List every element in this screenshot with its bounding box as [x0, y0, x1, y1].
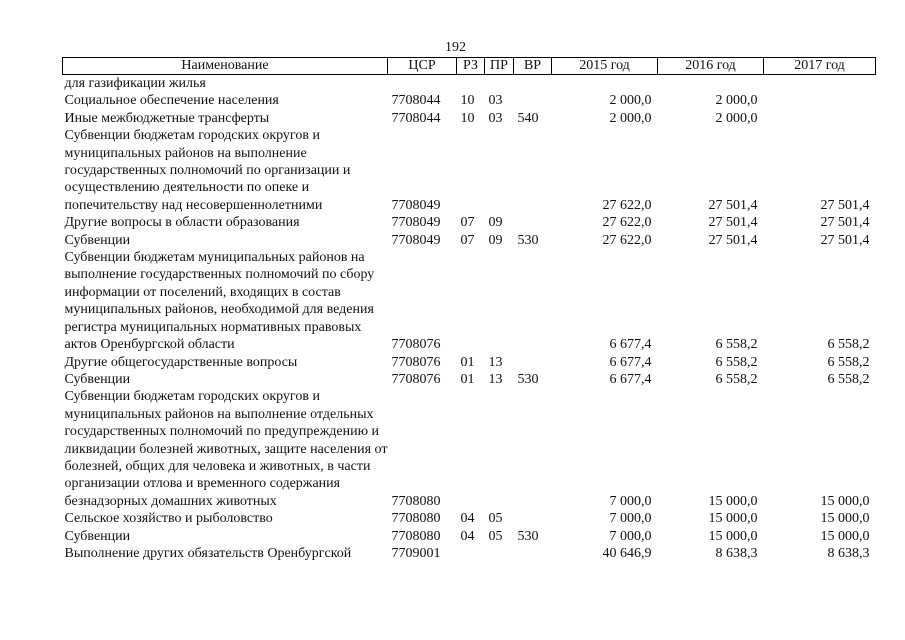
cell-y2015 — [552, 75, 658, 93]
cell-y2015: 7 000,0 — [609, 528, 652, 544]
cell-pr: 05 — [488, 528, 503, 544]
cell-name: Субвенции бюджетам городских округов и муниципальных районов на выполнение государственных полномочий по организации и осуществлению деятельности по опеке и попечительству над несовершеннолетними — [64, 128, 351, 213]
cell-rz — [457, 127, 485, 214]
cell-name: Социальное обеспечение населения — [64, 93, 279, 109]
cell-y2017: 6 558,2 — [827, 371, 870, 387]
table-row — [63, 545, 876, 562]
cell-vr — [514, 354, 552, 371]
cell-csr: 7708049 — [391, 232, 441, 248]
table-row — [63, 510, 876, 527]
cell-csr: 7708044 — [391, 93, 441, 109]
cell-pr — [485, 545, 514, 562]
cell-y2017: 15 000,0 — [820, 528, 870, 544]
cell-rz: 04 — [460, 511, 475, 527]
cell-name: Выполнение других обязательств Оренбургской — [64, 545, 352, 561]
page-number: 192 — [445, 40, 466, 55]
cell-y2017: 27 501,4 — [820, 215, 870, 231]
cell-rz — [457, 545, 485, 562]
cell-csr: 7708044 — [391, 110, 441, 126]
cell-y2015: 2 000,0 — [609, 110, 652, 126]
table-row — [63, 110, 876, 127]
cell-y2015: 6 677,4 — [609, 354, 652, 370]
cell-y2016: 27 501,4 — [708, 232, 758, 248]
cell-name: Иные межбюджетные трансферты — [64, 110, 270, 126]
cell-name: Другие вопросы в области образования — [64, 215, 300, 231]
cell-vr — [514, 92, 552, 109]
cell-y2015: 6 677,4 — [609, 371, 652, 387]
table-row — [63, 75, 876, 93]
cell-pr: 03 — [488, 110, 503, 126]
cell-name: для газификации жилья — [64, 76, 206, 91]
cell-vr: 530 — [517, 371, 539, 387]
cell-name: Сельское хозяйство и рыболовство — [64, 511, 273, 527]
cell-y2017 — [764, 92, 876, 109]
header-pr: ПР — [485, 58, 514, 75]
cell-pr: 03 — [488, 93, 503, 109]
cell-y2016: 15 000,0 — [708, 528, 758, 544]
table-row — [63, 371, 876, 388]
cell-y2017 — [764, 110, 876, 127]
table-row — [63, 127, 876, 214]
cell-pr: 09 — [488, 215, 503, 231]
cell-csr: 7708076 — [391, 371, 441, 387]
cell-vr — [514, 249, 552, 353]
table-row — [63, 92, 876, 109]
cell-y2017: 15 000,0 — [820, 511, 870, 527]
cell-csr: 7708076 — [391, 354, 441, 370]
cell-y2016: 15 000,0 — [708, 493, 758, 509]
cell-y2016: 6 558,2 — [715, 371, 758, 387]
cell-vr — [514, 510, 552, 527]
cell-rz: 01 — [460, 371, 475, 387]
cell-pr: 13 — [488, 371, 503, 387]
header-2017: 2017 год — [764, 58, 876, 75]
cell-name: Другие общегосударственные вопросы — [64, 354, 298, 370]
cell-y2016: 6 558,2 — [715, 354, 758, 370]
header-name: Наименование — [63, 58, 388, 75]
cell-name: Субвенции — [64, 528, 131, 544]
table-row — [63, 528, 876, 545]
cell-y2015: 40 646,9 — [602, 545, 652, 561]
cell-y2017: 6 558,2 — [827, 337, 870, 353]
table-row — [63, 214, 876, 231]
cell-rz: 10 — [460, 93, 475, 109]
cell-y2017 — [764, 75, 876, 93]
cell-vr: 530 — [517, 232, 539, 248]
cell-rz: 07 — [460, 215, 475, 231]
cell-rz: 04 — [460, 528, 475, 544]
cell-name: Субвенции — [64, 232, 131, 248]
cell-name: Субвенции бюджетам муниципальных районов на выполнение государственных полномочий по сбору информации от поселений, входящих в состав муниципальных районов, необходимой для ведения регистра муниципальных нормативных правовых актов Оренбургской области — [64, 250, 375, 353]
cell-rz: 01 — [460, 354, 475, 370]
cell-vr — [514, 75, 552, 93]
cell-y2015: 27 622,0 — [602, 215, 652, 231]
cell-csr: 7708076 — [391, 337, 441, 353]
cell-csr: 7708049 — [391, 215, 441, 231]
cell-rz — [457, 249, 485, 353]
cell-rz — [457, 75, 485, 93]
cell-pr: 13 — [488, 354, 503, 370]
cell-y2015: 27 622,0 — [602, 197, 652, 213]
cell-pr — [485, 127, 514, 214]
cell-vr: 540 — [517, 110, 539, 126]
cell-y2015: 2 000,0 — [609, 93, 652, 109]
cell-csr: 7708080 — [391, 528, 441, 544]
cell-csr: 7708080 — [391, 511, 441, 527]
cell-csr: 7708080 — [391, 493, 441, 509]
cell-pr: 05 — [488, 511, 503, 527]
cell-y2016: 27 501,4 — [708, 197, 758, 213]
cell-csr: 7709001 — [391, 545, 441, 561]
cell-name: Субвенции бюджетам городских округов и муниципальных районов на выполнение отдельных государственных полномочий по предупреждению и ликвидации болезней животных, защите населения от болезней, общих для человека и животных, в части организации отлова и временного содержания безнадзорных домашних животных — [64, 389, 388, 509]
cell-csr — [388, 75, 457, 93]
header-csr: ЦСР — [388, 58, 457, 75]
cell-y2016: 6 558,2 — [715, 337, 758, 353]
header-2016: 2016 год — [658, 58, 764, 75]
cell-name: Субвенции — [64, 371, 131, 387]
table-body — [63, 75, 876, 563]
header-rz: РЗ — [457, 58, 485, 75]
cell-pr — [485, 388, 514, 510]
cell-vr: 530 — [517, 528, 539, 544]
cell-y2017: 8 638,3 — [827, 545, 870, 561]
budget-table — [62, 57, 876, 562]
header-2015: 2015 год — [552, 58, 658, 75]
table-row — [63, 232, 876, 249]
cell-y2016: 15 000,0 — [708, 511, 758, 527]
table-header-row — [63, 58, 876, 75]
header-vr: ВР — [514, 58, 552, 75]
cell-y2016: 2 000,0 — [715, 110, 758, 126]
cell-y2016: 8 638,3 — [715, 545, 758, 561]
cell-vr — [514, 127, 552, 214]
cell-y2016: 2 000,0 — [715, 93, 758, 109]
cell-csr: 7708049 — [391, 197, 441, 213]
cell-rz: 07 — [460, 232, 475, 248]
cell-y2015: 27 622,0 — [602, 232, 652, 248]
cell-vr — [514, 388, 552, 510]
cell-y2016 — [658, 75, 764, 93]
cell-vr — [514, 214, 552, 231]
cell-y2017: 27 501,4 — [820, 197, 870, 213]
cell-pr — [485, 75, 514, 93]
table-row — [63, 388, 876, 510]
table-row — [63, 249, 876, 353]
cell-vr — [514, 545, 552, 562]
cell-y2017: 15 000,0 — [820, 493, 870, 509]
cell-y2015: 7 000,0 — [609, 493, 652, 509]
cell-y2016: 27 501,4 — [708, 215, 758, 231]
cell-pr — [485, 249, 514, 353]
table-row — [63, 354, 876, 371]
cell-y2017: 27 501,4 — [820, 232, 870, 248]
cell-pr: 09 — [488, 232, 503, 248]
cell-rz: 10 — [460, 110, 475, 126]
cell-y2017: 6 558,2 — [827, 354, 870, 370]
cell-rz — [457, 388, 485, 510]
cell-y2015: 6 677,4 — [609, 337, 652, 353]
cell-y2015: 7 000,0 — [609, 511, 652, 527]
